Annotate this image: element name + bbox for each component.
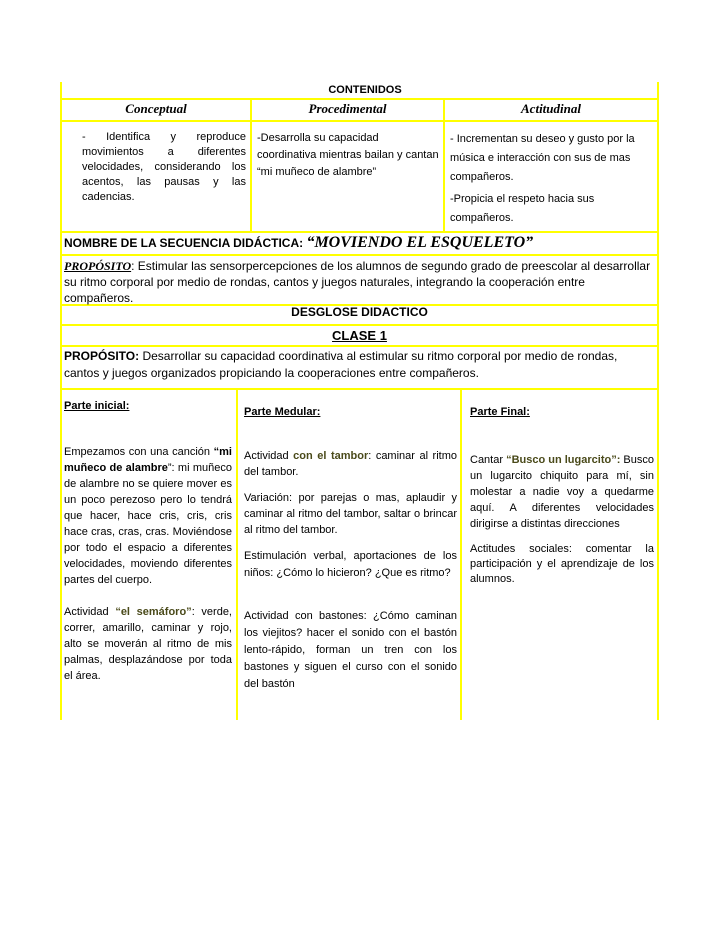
- contenidos-heading: CONTENIDOS: [328, 84, 402, 96]
- desglose-heading: DESGLOSE DIDACTICO: [291, 305, 428, 319]
- parte-medular-heading: Parte Medular:: [244, 406, 321, 418]
- table-border-left-top: [60, 82, 62, 720]
- clase-proposito: [64, 348, 656, 382]
- parte-inicial-paragraph-2: Actividad “el semáforo”: verde, correr, amarillo, caminar y rojo, alto se moverán al ritmo de mis palmas, desplazándose por toda el área.: [64, 606, 232, 682]
- parte-medular-paragraph-4: Actividad con bastones: ¿Cómo caminan los viejitos? hacer el sonido con el bastón lento-rápido, forman un tren con los bastones y siguen el curso con el sonido del bastón: [244, 610, 457, 690]
- clase-title: CLASE 1: [332, 328, 387, 343]
- table-border: [250, 98, 252, 232]
- table-border: [60, 388, 659, 390]
- parte-final-paragraph-2: Actitudes sociales: comentar la participación y el aprendizaje de los alumnos.: [470, 543, 654, 585]
- parte-medular-paragraph-1: Actividad con el tambor: caminar al ritmo del tambor.: [244, 450, 457, 478]
- table-border-right-top: [657, 82, 659, 720]
- table-border: [443, 98, 445, 232]
- proposito-label: PROPÓSITO: [64, 259, 132, 273]
- table-border: [60, 324, 659, 326]
- parte-medular-paragraph-2: Variación: por parejas o mas, aplaudir y caminar al ritmo del tambor, saltar o brincar al ritmo del tambor.: [244, 492, 457, 536]
- proposito-text: : Estimular las sensorpercepciones de los alumnos de segundo grado de preescolar al desarrollar su ritmo corporal por medio de rondas, cantos y juegos naturales, integrando la cooperación entre compañeros.: [64, 259, 651, 305]
- clase-proposito-text: Desarrollar su capacidad coordinativa al estimular su ritmo corporal por medio de rondas, cantos y juegos organizados propiciando la cooperaciones entre compañeros.: [64, 349, 618, 380]
- actitudinal-cell-1: - Incrementan su deseo y gusto por la música e interacción con sus de mas compañeros.: [450, 133, 635, 183]
- clase-proposito-label: PROPÓSITO:: [64, 349, 140, 363]
- table-border: [460, 388, 462, 720]
- table-border: [60, 254, 659, 256]
- secuencia-title: “MOVIENDO EL ESQUELETO”: [306, 234, 534, 251]
- table-border: [60, 231, 659, 233]
- table-border: [60, 345, 659, 347]
- secuencia-label: NOMBRE DE LA SECUENCIA DIDÁCTICA:: [64, 236, 304, 250]
- procedimental-cell: -Desarrolla su capacidad coordinativa mientras bailan y cantan “mi muñeco de alambre”: [257, 132, 439, 178]
- table-border: [60, 120, 659, 122]
- actitudinal-header: Actitudinal: [521, 101, 581, 116]
- conceptual-header: Conceptual: [125, 101, 187, 116]
- parte-final-heading: Parte Final:: [470, 406, 530, 418]
- conceptual-cell: - Identifica y reproduce movimientos a diferentes velocidades, considerando los acentos, las pausas y las cadencias.: [82, 131, 246, 203]
- parte-final-paragraph-1: Cantar “Busco un lugarcito”: Busco un lugarcito chiquito para mí, sin molestar a nadie voy a quedarme aquí. A diferentes velocidades dirigirse a distintas direcciones: [470, 454, 654, 530]
- secuencia-row: [64, 234, 656, 252]
- table-border: [236, 388, 238, 720]
- procedimental-header: Procedimental: [308, 101, 387, 116]
- table-border: [60, 98, 659, 100]
- parte-inicial-paragraph-1: Empezamos con una canción “mi muñeco de alambre”: mi muñeco de alambre no se quiere mover es un poco perezoso pero lo tendrá que hacer, hace cris, cris, cris hace cras, cras, cras. Moviéndose por todo el espacio a diferentes velocidades, moviendo diferentes partes del cuerpo.: [64, 446, 232, 586]
- parte-inicial-heading: Parte inicial:: [64, 400, 130, 412]
- proposito-general: [64, 258, 656, 306]
- parte-medular-paragraph-3: Estimulación verbal, aportaciones de los niños: ¿Cómo lo hicieron? ¿Que es ritmo?: [244, 550, 457, 579]
- actitudinal-cell-2: -Propicia el respeto hacia sus compañeros.: [450, 193, 595, 224]
